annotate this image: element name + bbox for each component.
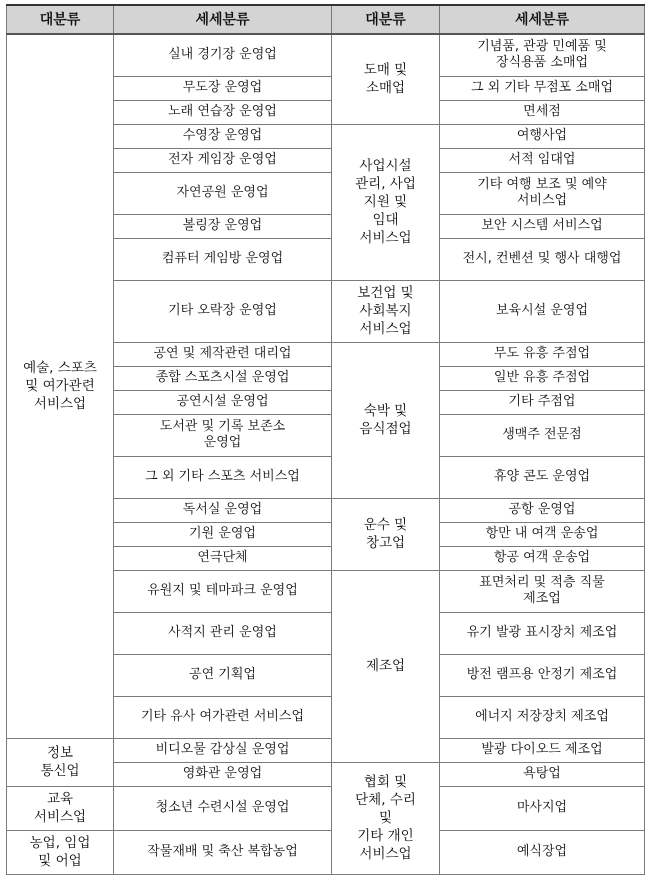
right-item-cell: 면세점 bbox=[440, 100, 645, 124]
right-item-cell: 전시, 컨벤션 및 행사 대행업 bbox=[440, 238, 645, 280]
classification-table bbox=[6, 4, 645, 875]
right-category-cell: 운수 및 창고업 bbox=[332, 498, 440, 570]
left-item-cell: 노래 연습장 운영업 bbox=[114, 100, 332, 124]
left-item-cell: 그 외 기타 스포츠 서비스업 bbox=[114, 456, 332, 498]
right-item-cell: 여행사업 bbox=[440, 124, 645, 148]
right-item-cell: 에너지 저장장치 제조업 bbox=[440, 696, 645, 738]
table-row bbox=[7, 34, 645, 76]
left-item-cell: 작물재배 및 축산 복합농업 bbox=[114, 830, 332, 874]
left-item-cell: 청소년 수련시설 운영업 bbox=[114, 786, 332, 830]
left-category-cell: 정보 통신업 bbox=[7, 738, 114, 786]
left-category-cell: 예술, 스포츠 및 여가관련 서비스업 bbox=[7, 34, 114, 738]
left-item-cell: 기원 운영업 bbox=[114, 522, 332, 546]
left-item-cell: 공연시설 운영업 bbox=[114, 390, 332, 414]
left-item-cell: 유원지 및 테마파크 운영업 bbox=[114, 570, 332, 612]
right-item-cell: 기념품, 관광 민예품 및 장식용품 소매업 bbox=[440, 34, 645, 76]
right-item-cell: 보안 시스템 서비스업 bbox=[440, 214, 645, 238]
right-category-cell: 도매 및 소매업 bbox=[332, 34, 440, 124]
right-item-cell: 예식장업 bbox=[440, 830, 645, 874]
right-item-cell: 방전 램프용 안정기 제조업 bbox=[440, 654, 645, 696]
left-category-cell: 농업, 임업 및 어업 bbox=[7, 830, 114, 874]
left-item-cell: 기타 유사 여가관련 서비스업 bbox=[114, 696, 332, 738]
right-item-cell: 무도 유흥 주점업 bbox=[440, 342, 645, 366]
header-major-category-left: 대분류 bbox=[7, 5, 114, 34]
right-item-cell: 기타 여행 보조 및 예약 서비스업 bbox=[440, 172, 645, 214]
right-item-cell: 그 외 기타 무점포 소매업 bbox=[440, 76, 645, 100]
left-item-cell: 전자 게임장 운영업 bbox=[114, 148, 332, 172]
left-item-cell: 무도장 운영업 bbox=[114, 76, 332, 100]
right-category-cell: 숙박 및 음식점업 bbox=[332, 342, 440, 498]
right-category-cell: 보건업 및 사회복지 서비스업 bbox=[332, 280, 440, 342]
right-item-cell: 생맥주 전문점 bbox=[440, 414, 645, 456]
left-item-cell: 종합 스포츠시설 운영업 bbox=[114, 366, 332, 390]
right-item-cell: 기타 주점업 bbox=[440, 390, 645, 414]
table-row bbox=[7, 830, 645, 874]
left-item-cell: 공연 기획업 bbox=[114, 654, 332, 696]
right-item-cell: 마사지업 bbox=[440, 786, 645, 830]
right-item-cell: 표면처리 및 적층 직물 제조업 bbox=[440, 570, 645, 612]
left-item-cell: 수영장 운영업 bbox=[114, 124, 332, 148]
table-row bbox=[7, 738, 645, 762]
left-item-cell: 자연공원 운영업 bbox=[114, 172, 332, 214]
right-item-cell: 휴양 콘도 운영업 bbox=[440, 456, 645, 498]
left-item-cell: 연극단체 bbox=[114, 546, 332, 570]
left-item-cell: 비디오물 감상실 운영업 bbox=[114, 738, 332, 762]
left-category-cell: 교육 서비스업 bbox=[7, 786, 114, 830]
left-item-cell: 컴퓨터 게임방 운영업 bbox=[114, 238, 332, 280]
left-item-cell: 볼링장 운영업 bbox=[114, 214, 332, 238]
right-item-cell: 공항 운영업 bbox=[440, 498, 645, 522]
right-item-cell: 항만 내 여객 운송업 bbox=[440, 522, 645, 546]
table-row bbox=[7, 786, 645, 830]
right-item-cell: 보육시설 운영업 bbox=[440, 280, 645, 342]
header-detail-category-right: 세세분류 bbox=[440, 5, 645, 34]
header-detail-category-left: 세세분류 bbox=[114, 5, 332, 34]
left-item-cell: 영화관 운영업 bbox=[114, 762, 332, 786]
right-item-cell: 발광 다이오드 제조업 bbox=[440, 738, 645, 762]
right-item-cell: 일반 유흥 주점업 bbox=[440, 366, 645, 390]
header-major-category-right: 대분류 bbox=[332, 5, 440, 34]
right-item-cell: 욕탕업 bbox=[440, 762, 645, 786]
right-category-cell: 사업시설 관리, 사업 지원 및 임대 서비스업 bbox=[332, 124, 440, 280]
right-item-cell: 항공 여객 운송업 bbox=[440, 546, 645, 570]
left-item-cell: 도서관 및 기록 보존소 운영업 bbox=[114, 414, 332, 456]
header-row bbox=[7, 5, 645, 34]
right-category-cell: 협회 및 단체, 수리 및 기타 개인 서비스업 bbox=[332, 762, 440, 874]
left-item-cell: 사적지 관리 운영업 bbox=[114, 612, 332, 654]
left-item-cell: 독서실 운영업 bbox=[114, 498, 332, 522]
right-category-cell: 제조업 bbox=[332, 570, 440, 762]
classification-table-wrapper bbox=[6, 4, 644, 875]
right-item-cell: 유기 발광 표시장치 제조업 bbox=[440, 612, 645, 654]
left-item-cell: 공연 및 제작관련 대리업 bbox=[114, 342, 332, 366]
left-item-cell: 실내 경기장 운영업 bbox=[114, 34, 332, 76]
right-item-cell: 서적 임대업 bbox=[440, 148, 645, 172]
left-item-cell: 기타 오락장 운영업 bbox=[114, 280, 332, 342]
